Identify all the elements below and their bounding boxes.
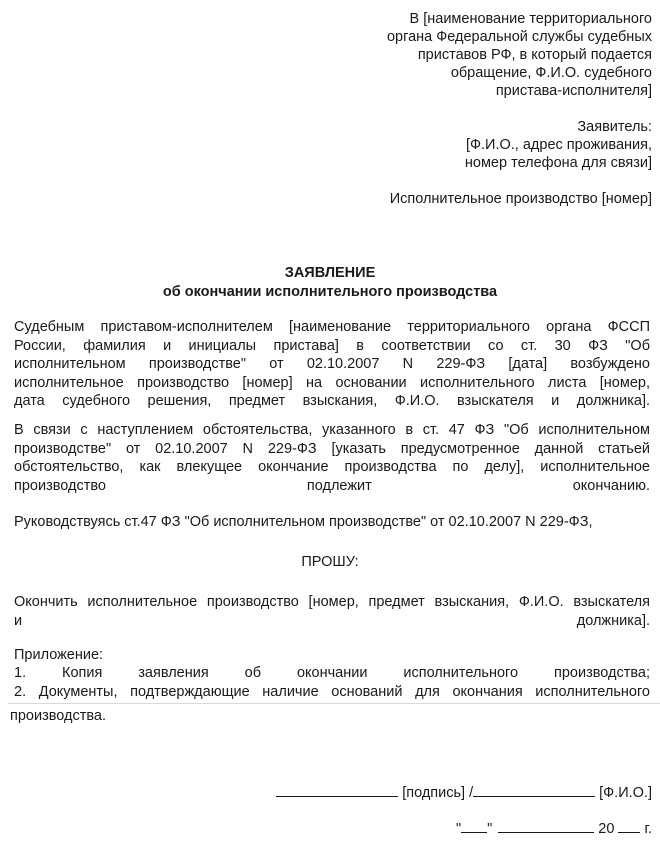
addressee-block bbox=[387, 10, 652, 100]
addressee-line: приставов РФ, в который подается bbox=[417, 47, 652, 63]
paragraph-line: производство подлежит окончанию. bbox=[14, 477, 650, 494]
paragraph-line: исполнительном производстве" от 02.10.2007 N 229-ФЗ [дата] возбуждено bbox=[14, 356, 650, 372]
addressee-line: В [наименование территориального bbox=[409, 11, 652, 27]
quote-close: " bbox=[487, 821, 493, 837]
signature-blank[interactable] bbox=[276, 782, 398, 797]
fio-label: [Ф.И.О.] bbox=[599, 785, 652, 801]
paragraph-line: производстве" от 02.10.2007 N 229-ФЗ [указать предусмотренное данной статьей bbox=[14, 440, 650, 457]
paragraph-line: России, фамилия и инициалы пристава] в соответствии со ст. 30 ФЗ "Об bbox=[14, 337, 650, 354]
annex-item: 2. Документы, подтверждающие наличие оснований для окончания исполнительного bbox=[14, 683, 650, 700]
document-title: ЗАЯВЛЕНИЕ bbox=[284, 265, 376, 281]
request-heading: ПРОШУ: bbox=[301, 554, 359, 570]
paragraph-request bbox=[14, 593, 650, 630]
proceeding-number bbox=[390, 190, 652, 208]
annex-item-continuation: производства. bbox=[10, 708, 106, 724]
year-suffix: г. bbox=[644, 821, 652, 837]
document-subtitle: об окончании исполнительного производства bbox=[162, 284, 498, 300]
paragraph-line: исполнительное производство [номер] на основании исполнительного листа [номер, bbox=[14, 374, 650, 391]
signature-line bbox=[276, 782, 652, 802]
annex-list bbox=[14, 664, 650, 701]
paragraph-line: Руководствуясь ст.47 ФЗ "Об исполнительном производстве" от 02.10.2007 N 229-ФЗ, bbox=[14, 514, 593, 530]
date-line bbox=[456, 818, 652, 838]
quote-open: " bbox=[455, 821, 462, 837]
signature-label: [подпись] / bbox=[402, 785, 474, 801]
paragraph-line: обстоятельство, как влекущее окончание производства по делу], исполнительное bbox=[14, 459, 650, 475]
applicant-line: номер телефона для связи] bbox=[464, 155, 652, 171]
paragraph-line: Судебным приставом-исполнителем [наименование территориального органа ФССП bbox=[14, 319, 650, 335]
paragraph-initiation bbox=[14, 318, 650, 411]
applicant-block bbox=[465, 118, 652, 172]
paragraph-line: дата судебного решения, предмет взыскания, Ф.И.О. взыскателя и должника]. bbox=[14, 393, 650, 409]
paragraph-line: и должника]. bbox=[14, 612, 650, 629]
proceeding-text: Исполнительное производство [номер] bbox=[389, 191, 652, 207]
addressee-line: обращение, Ф.И.О. судебного bbox=[450, 65, 652, 81]
paragraph-line: Окончить исполнительное производство [номер, предмет взыскания, Ф.И.О. взыскателя bbox=[14, 594, 650, 610]
month-blank[interactable] bbox=[498, 818, 594, 833]
paragraph-grounds bbox=[14, 421, 650, 495]
paragraph-line: В связи с наступлением обстоятельства, указанного в ст. 47 ФЗ "Об исполнительном bbox=[14, 422, 650, 438]
annex-item: 1. Копия заявления об окончании исполнительного производства; bbox=[14, 665, 650, 681]
applicant-label: Заявитель: bbox=[577, 119, 652, 135]
applicant-line: [Ф.И.О., адрес проживания, bbox=[465, 137, 652, 153]
addressee-line: пристава-исполнителя] bbox=[495, 83, 652, 99]
annex-title: Приложение: bbox=[14, 647, 104, 663]
addressee-line: органа Федеральной службы судебных bbox=[386, 29, 652, 45]
year-prefix: 20 bbox=[598, 821, 615, 837]
year-blank[interactable] bbox=[618, 818, 640, 833]
fio-blank[interactable] bbox=[473, 782, 595, 797]
day-blank[interactable] bbox=[461, 818, 487, 833]
paragraph-legal-basis bbox=[14, 513, 650, 532]
divider bbox=[8, 703, 660, 704]
